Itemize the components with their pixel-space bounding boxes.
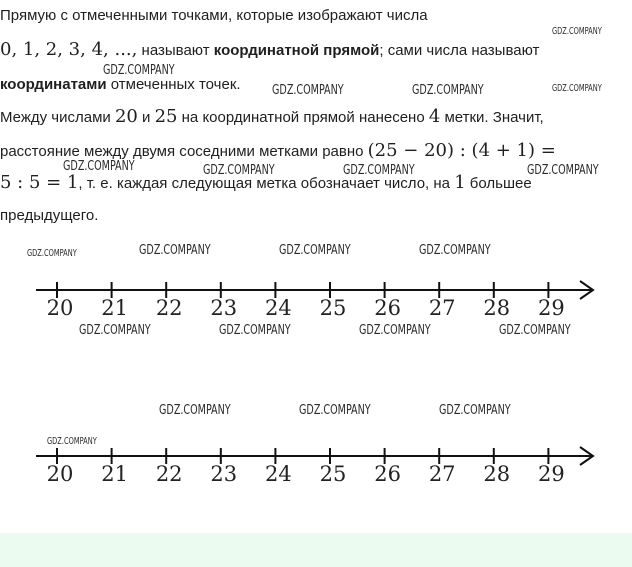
numbers-sequence: 0, 1, 2, 3, 4, ..., xyxy=(0,39,138,60)
tick-label-25: 25 xyxy=(319,296,347,320)
watermark: GDZ.COMPANY xyxy=(359,323,431,338)
watermark: GDZ.COMPANY xyxy=(272,83,344,98)
tick-label-22: 22 xyxy=(155,462,183,486)
watermark: GDZ.COMPANY xyxy=(103,63,175,78)
math-result: 5 : 5 = 1 xyxy=(0,172,79,193)
tick-label-20: 20 xyxy=(46,296,74,320)
math-25: 25 xyxy=(154,106,178,127)
text-line-4 xyxy=(0,106,544,127)
watermark: GDZ.COMPANY xyxy=(419,243,491,258)
text-fragment: , т. е. каждая следующая метка обозначает число, на xyxy=(78,175,455,192)
watermark: GDZ.COMPANY xyxy=(412,83,484,98)
tick-label-21: 21 xyxy=(101,296,128,320)
tick-label-24: 24 xyxy=(265,462,292,486)
tick-label-29: 29 xyxy=(538,296,565,320)
math-20: 20 xyxy=(114,106,138,127)
watermark: GDZ.COMPANY xyxy=(63,159,135,174)
tick-label-29: 29 xyxy=(538,462,565,486)
text-line-1: Прямую с отмеченными точками, которые изображают числа xyxy=(0,7,428,24)
tick-label-26: 26 xyxy=(374,296,401,320)
math-1: 1 xyxy=(454,172,466,193)
watermark: GDZ.COMPANY xyxy=(343,163,415,178)
watermark: GDZ.COMPANY xyxy=(552,26,602,37)
watermark: GDZ.COMPANY xyxy=(47,436,97,447)
tick-label-27: 27 xyxy=(428,462,456,486)
text-fragment: Между числами xyxy=(0,109,115,126)
watermark: GDZ.COMPANY xyxy=(159,403,231,418)
watermark: GDZ.COMPANY xyxy=(279,243,351,258)
watermark: GDZ.COMPANY xyxy=(79,323,151,338)
tick-label-21: 21 xyxy=(101,462,128,486)
watermark: GDZ.COMPANY xyxy=(299,403,371,418)
tick-label-28: 28 xyxy=(483,462,511,486)
watermark: GDZ.COMPANY xyxy=(203,163,275,178)
text-line-5 xyxy=(0,140,556,161)
text-fragment: большее xyxy=(465,175,532,192)
watermark: GDZ.COMPANY xyxy=(552,83,602,94)
text-line-2 xyxy=(0,39,539,60)
tick-label-20: 20 xyxy=(46,462,74,486)
tick-label-28: 28 xyxy=(483,296,511,320)
text-fragment: метки. Значит, xyxy=(440,109,544,126)
tick-label-26: 26 xyxy=(374,462,401,486)
term-coordinates: координатами xyxy=(0,76,107,93)
footer-band xyxy=(0,533,632,567)
watermark: GDZ.COMPANY xyxy=(527,163,599,178)
text-fragment: отмеченных точек. xyxy=(106,76,241,93)
watermark: GDZ.COMPANY xyxy=(499,323,571,338)
math-4: 4 xyxy=(428,106,441,127)
tick-label-27: 27 xyxy=(428,296,456,320)
tick-label-23: 23 xyxy=(210,296,238,320)
watermark: GDZ.COMPANY xyxy=(139,243,211,258)
math-expression: (25 − 20) : (4 + 1) = xyxy=(367,140,556,161)
tick-label-25: 25 xyxy=(319,462,347,486)
text-fragment: расстояние между двумя соседними метками равно xyxy=(0,143,368,160)
watermark: GDZ.COMPANY xyxy=(439,403,511,418)
term-coordinate-line: координатной прямой xyxy=(213,42,380,59)
text-fragment: ; сами числа называют xyxy=(379,42,540,59)
watermark: GDZ.COMPANY xyxy=(27,248,77,259)
text-line-7: предыдущего. xyxy=(0,207,99,224)
text-fragment: называют xyxy=(137,42,214,59)
tick-label-23: 23 xyxy=(210,462,238,486)
watermark: GDZ.COMPANY xyxy=(219,323,291,338)
tick-label-24: 24 xyxy=(265,296,292,320)
text-fragment: и xyxy=(137,109,155,126)
text-line-3 xyxy=(0,76,241,93)
text-fragment: на координатной прямой нанесено xyxy=(177,109,429,126)
tick-label-22: 22 xyxy=(155,296,183,320)
